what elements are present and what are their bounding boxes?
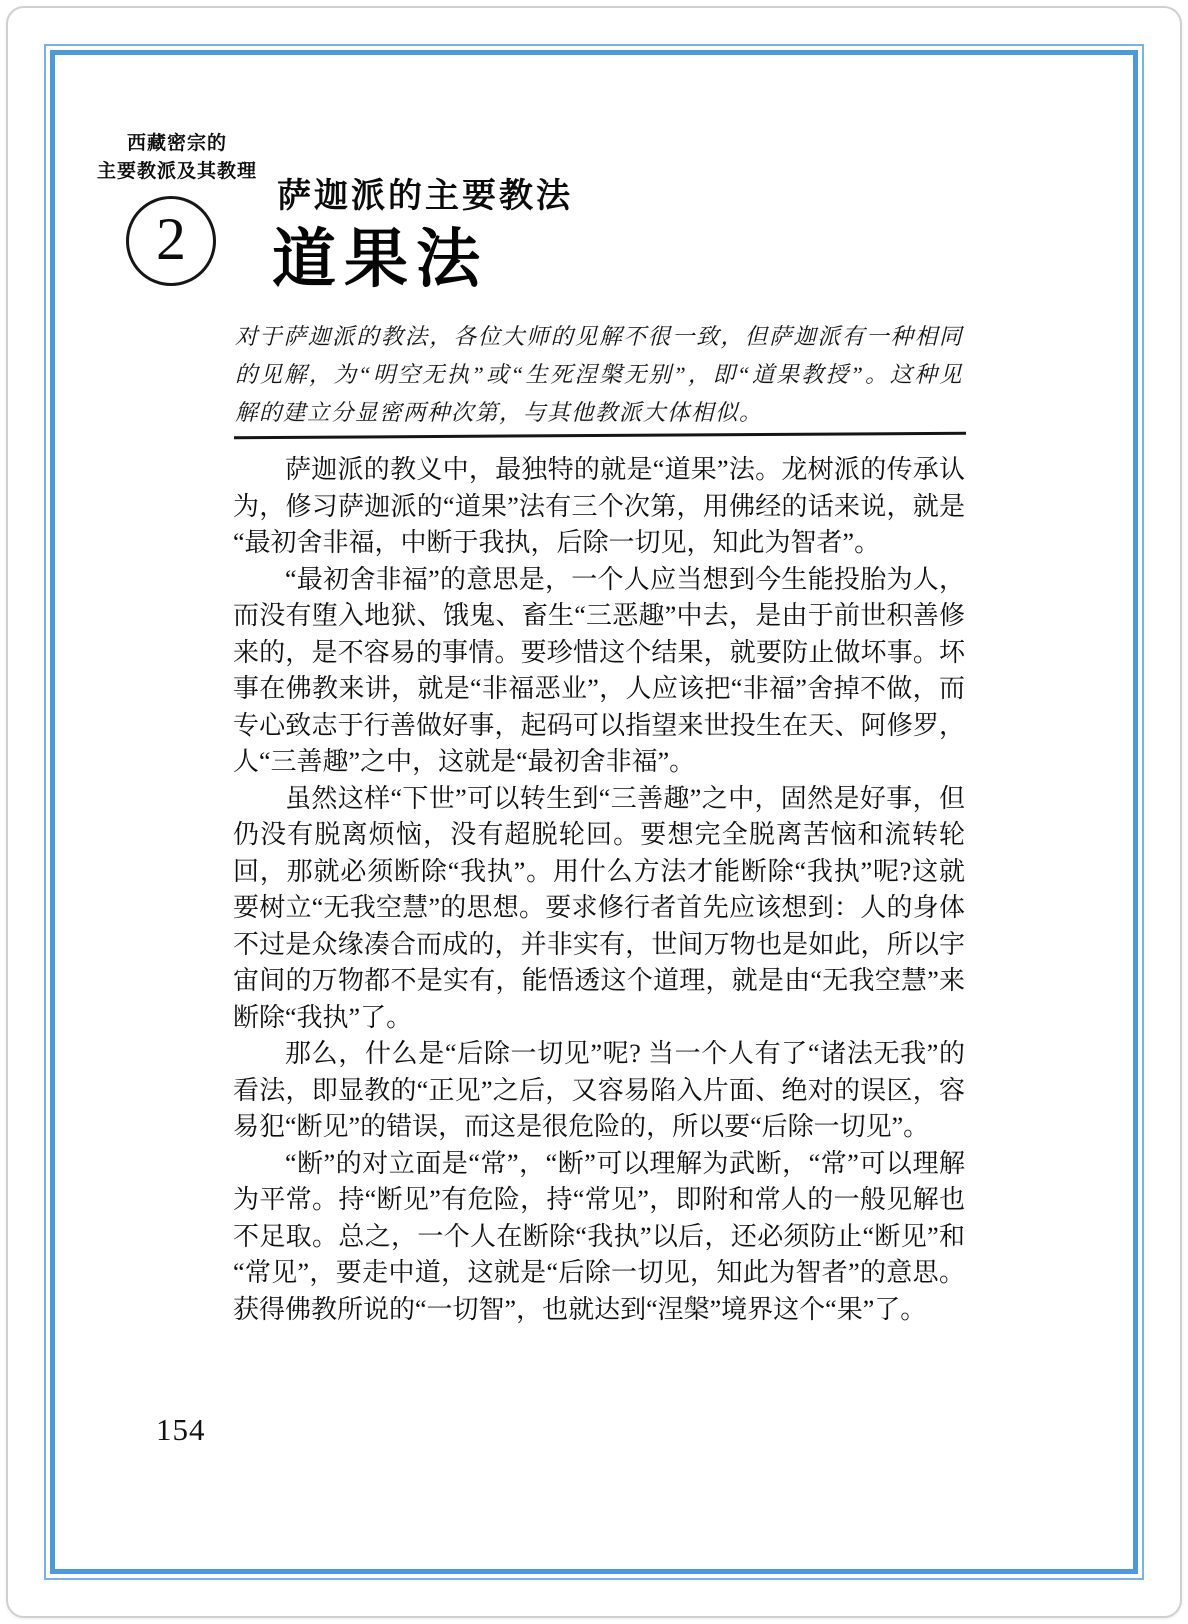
chapter-number: 2 [156, 206, 186, 272]
horizontal-rule [234, 432, 966, 439]
page-number: 154 [156, 1412, 206, 1447]
chapter-number-circle [126, 196, 216, 286]
body-paragraph: 虽然这样“下世”可以转生到“三善趣”之中，固然是好事，但仍没有脱离烦恼，没有超脱轮回。要想完全脱离苦恼和流转轮回，那就必须断除“我执”。用什么方法才能断除“我执”呢?这就要树立“无我空慧”的思想。要求修行者首先应该想到：人的身体不过是众缘凑合而成的，并非实有，世间万物也是如此，所以宇宙间的万物都不是实有，能悟透这个道理，就是由“无我空慧”来断除“我执”了。 [233, 783, 965, 1032]
body-paragraph: 萨迦派的教义中，最独特的就是“道果”法。龙树派的传承认为，修习萨迦派的“道果”法有三个次第，用佛经的话来说，就是“最初舍非福，中断于我执，后除一切见，知此为智者”。 [233, 455, 965, 557]
body-paragraph: 那么，什么是“后除一切见”呢? 当一个人有了“诸法无我”的看法，即显教的“正见”之后，又容易陷入片面、绝对的误区，容易犯“断见”的错误，而这是很危险的，所以要“后除一切见”。 [233, 1039, 965, 1141]
section-subtitle: 萨迦派的主要教法 [277, 177, 573, 215]
body-paragraph: “最初舍非福”的意思是，一个人应当想到今生能投胎为人，而没有堕入地狱、饿鬼、畜生“三恶趣”中去，是由于前世积善修来的，是不容易的事情。要珍惜这个结果，就要防止做坏事。坏事在佛教来讲，就是“非福恶业”，人应该把“非福”舍掉不做，而专心致志于行善做好事，起码可以指望来世投生在天、阿修罗，人“三善趣”之中，这就是“最初舍非福”。 [233, 564, 965, 776]
series-title-line1: 西藏密宗的 [126, 133, 227, 154]
section-title: 道果法 [272, 223, 488, 295]
series-title [92, 130, 262, 186]
body-text [233, 452, 965, 1328]
body-paragraph: “断”的对立面是“常”，“断”可以理解为武断，“常”可以理解为平常。持“断见”有危险，持“常见”，即附和常人的一般见解也不足取。总之，一个人在断除“我执”以后，还必须防止“断见”和“常见”，要走中道，这就是“后除一切见，知此为智者”的意思。获得佛教所说的“一切智”，也就达到“涅槃”境界这个“果”了。 [233, 1148, 965, 1324]
series-title-line2: 主要教派及其教理 [96, 161, 257, 182]
intro-abstract: 对于萨迦派的教法，各位大师的见解不很一致，但萨迦派有一种相同的见解，为“明空无执”或“生死涅槃无别”，即“道果教授”。这种见解的建立分显密两种次第，与其他教派大体相似。 [235, 324, 963, 425]
